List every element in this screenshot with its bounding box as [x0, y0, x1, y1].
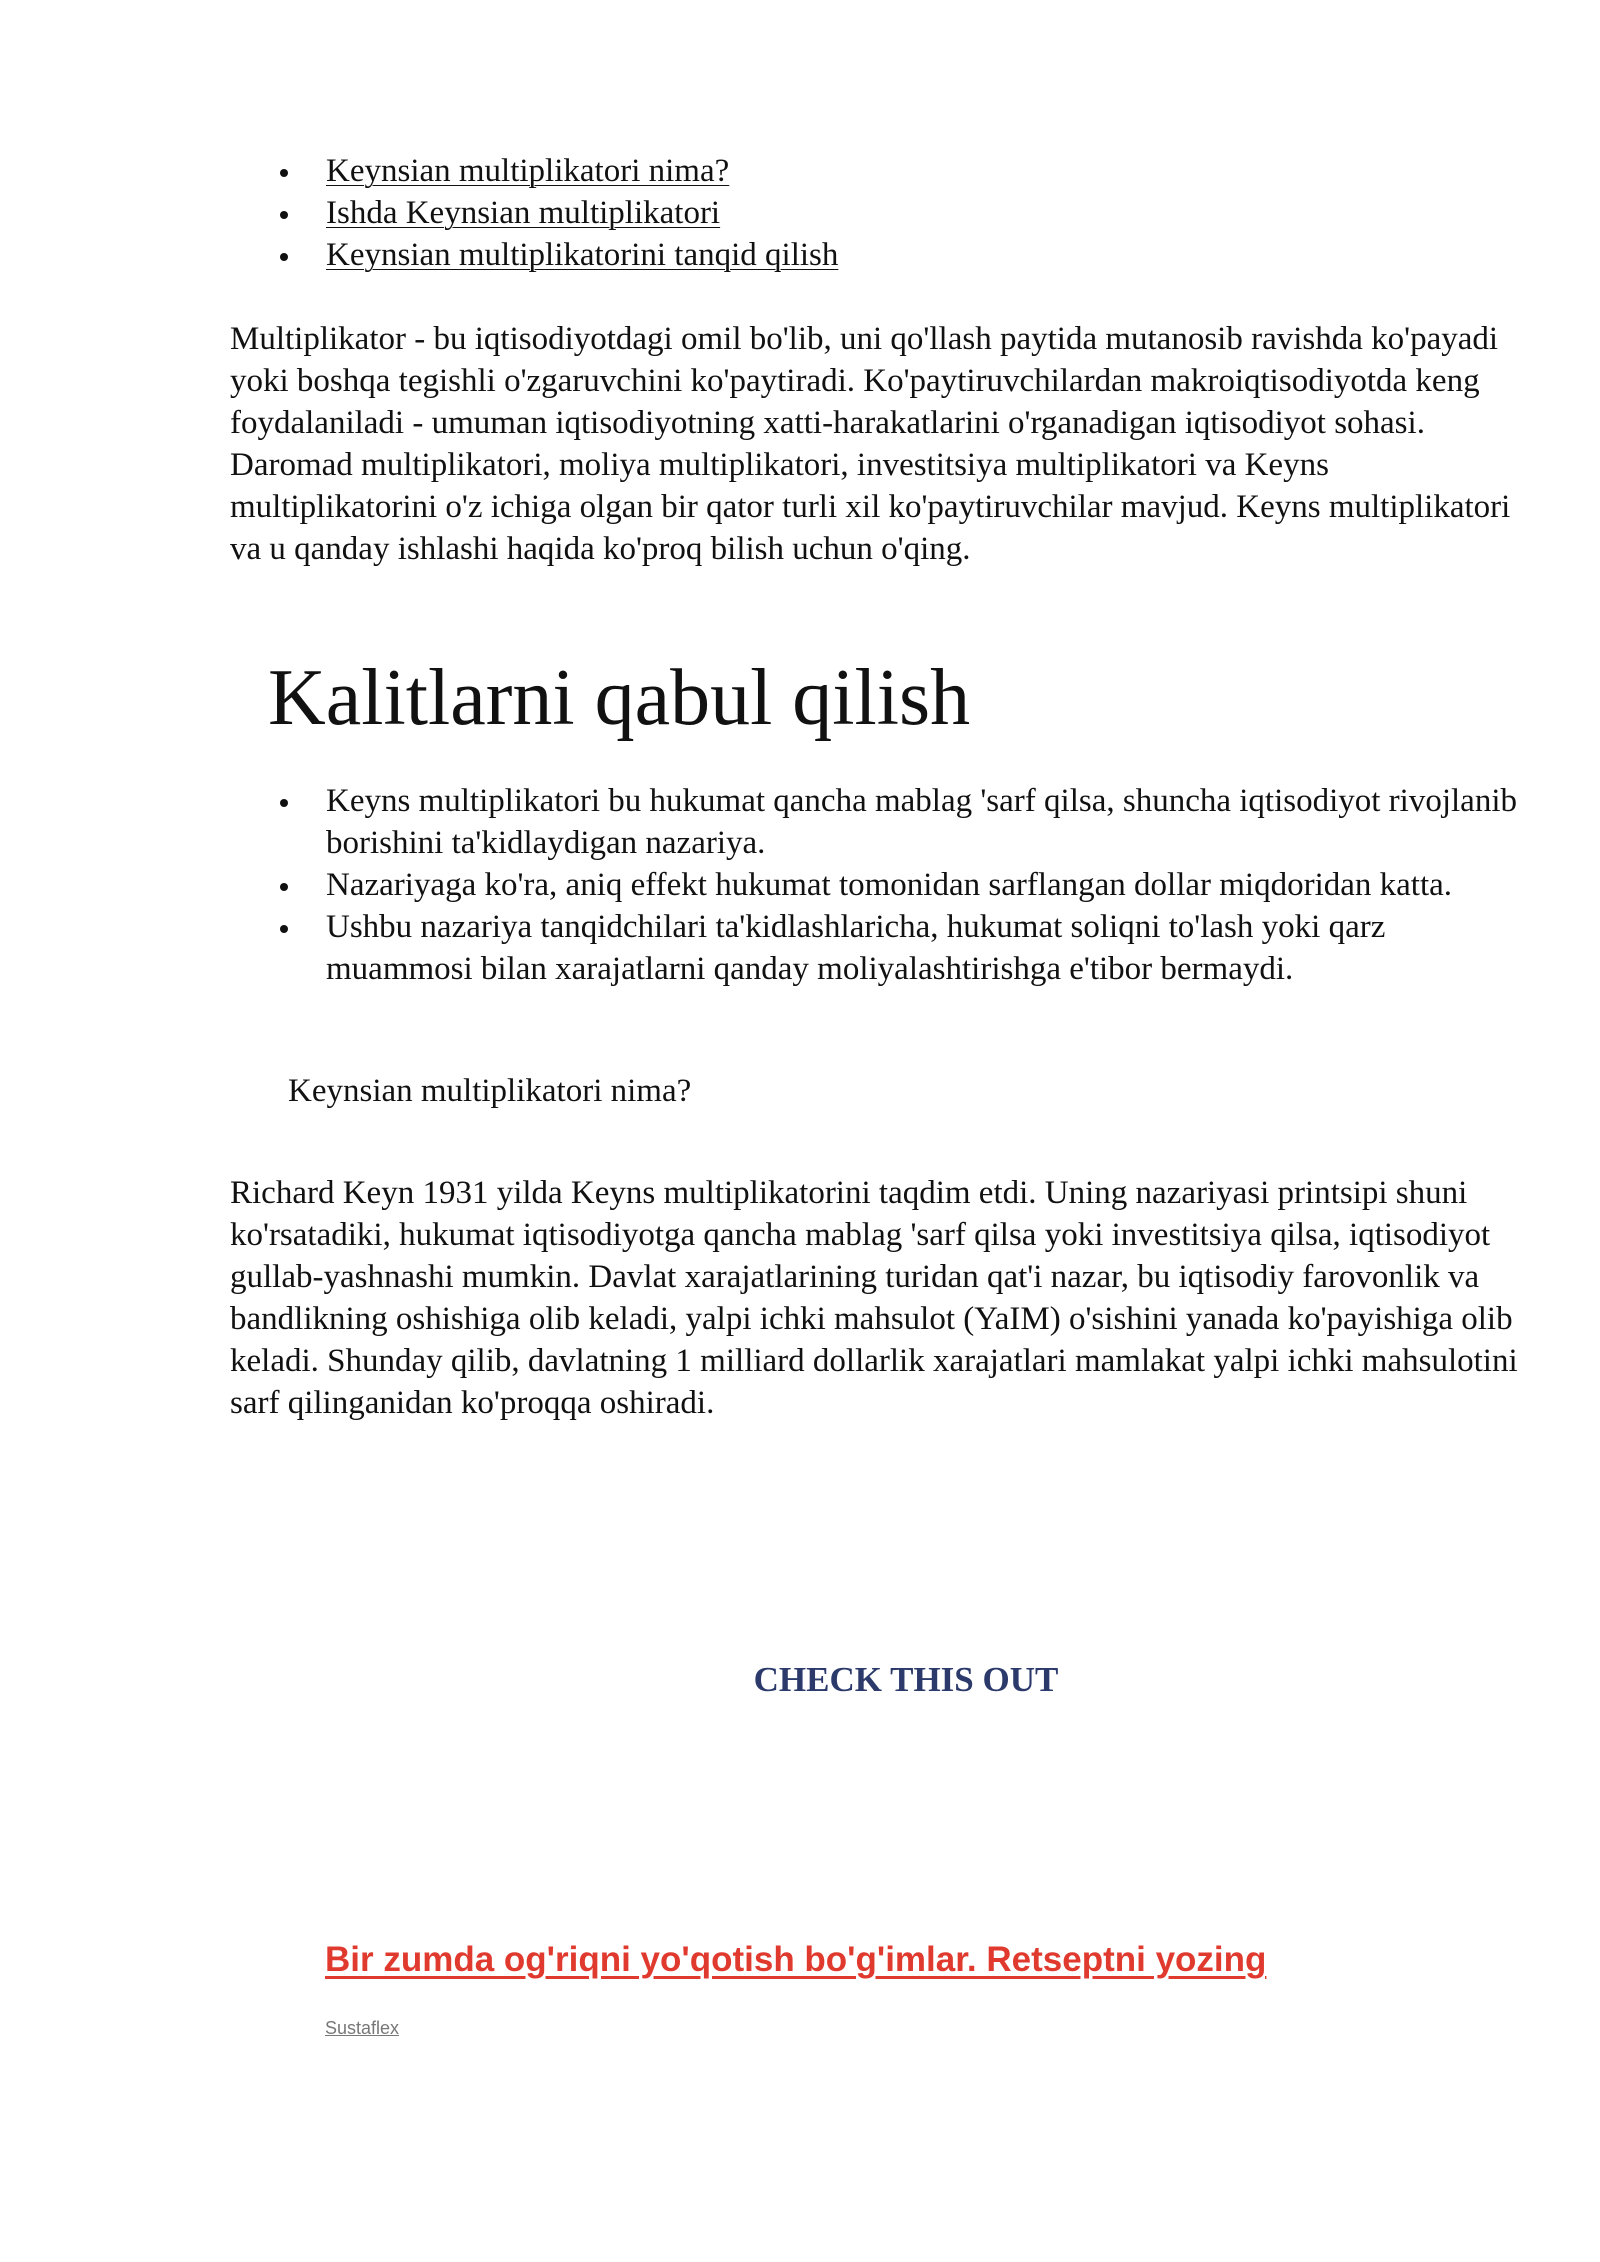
toc-item — [280, 234, 838, 276]
toc-item — [280, 150, 838, 192]
ad-title-link[interactable]: Bir zumda og'riqni yo'qotish bo'g'imlar. Retseptni yozing — [325, 1940, 1267, 1979]
takeaway-item: Ushbu nazariya tanqidchilari ta'kidlashlaricha, hukumat soliqni to'lash yoki qarz muammosi bilan xarajatlarni qanday moliyalashtirishga e'tibor bermaydi. — [280, 906, 1520, 990]
toc-link-what-is[interactable]: Keynsian multiplikatori nima? — [326, 153, 730, 189]
takeaway-item: Nazariyaga ko'ra, aniq effekt hukumat tomonidan sarflangan dollar miqdoridan katta. — [280, 864, 1520, 906]
toc-item — [280, 192, 838, 234]
ad-source-link[interactable]: Sustaflex — [325, 2018, 400, 2038]
key-takeaways-title: Kalitlarni qabul qilish — [268, 654, 971, 742]
section-heading-what-is: Keynsian multiplikatori nima? — [288, 1073, 692, 1109]
key-takeaways-list — [280, 780, 1520, 990]
check-this-out-label: CHECK THIS OUT — [753, 1660, 1059, 1699]
intro-paragraph: Multiplikator - bu iqtisodiyotdagi omil bo'lib, uni qo'llash paytida mutanosib ravishda ko'payadi yoki boshqa tegishli o'zgaruvchini ko'paytiradi. Ko'paytiruvchilardan makroiqtisodiyotda keng foydalaniladi - umuman iqtisodiyotning xatti-harakatlarini o'rganadigan iqtisodiyot sohasi. Daromad multiplikatori, moliya multiplikatori, investitsiya multiplikatori va Keyns multiplikatorini o'z ichiga olgan bir qator turli xil ko'paytiruvchilar mavjud. Keyns multiplikatori va u qanday ishlashi haqida ko'proq bilish uchun o'qing. — [230, 321, 1511, 567]
toc-link-criticism[interactable]: Keynsian multiplikatorini tanqid qilish — [326, 237, 839, 273]
table-of-contents — [280, 150, 838, 276]
section-paragraph: Richard Keyn 1931 yilda Keyns multiplikatorini taqdim etdi. Uning nazariyasi printsipi shuni ko'rsatadiki, hukumat iqtisodiyotga qancha mablag 'sarf qilsa yoki investitsiya qilsa, iqtisodiyot gullab-yashnashi mumkin. Davlat xarajatlarining turidan qat'i nazar, bu iqtisodiy farovonlik va bandlikning oshishiga olib keladi, yalpi ichki mahsulot (YaIM) o'sishini yanada ko'payishiga olib keladi. Shunday qilib, davlatning 1 milliard dollarlik xarajatlari mamlakat yalpi ichki mahsulotini sarf qilinganidan ko'proqqa oshiradi. — [230, 1175, 1518, 1421]
takeaway-item: Keyns multiplikatori bu hukumat qancha mablag 'sarf qilsa, shuncha iqtisodiyot rivojlanib borishini ta'kidlaydigan nazariya. — [280, 780, 1520, 864]
toc-link-in-work[interactable]: Ishda Keynsian multiplikatori — [326, 195, 721, 231]
